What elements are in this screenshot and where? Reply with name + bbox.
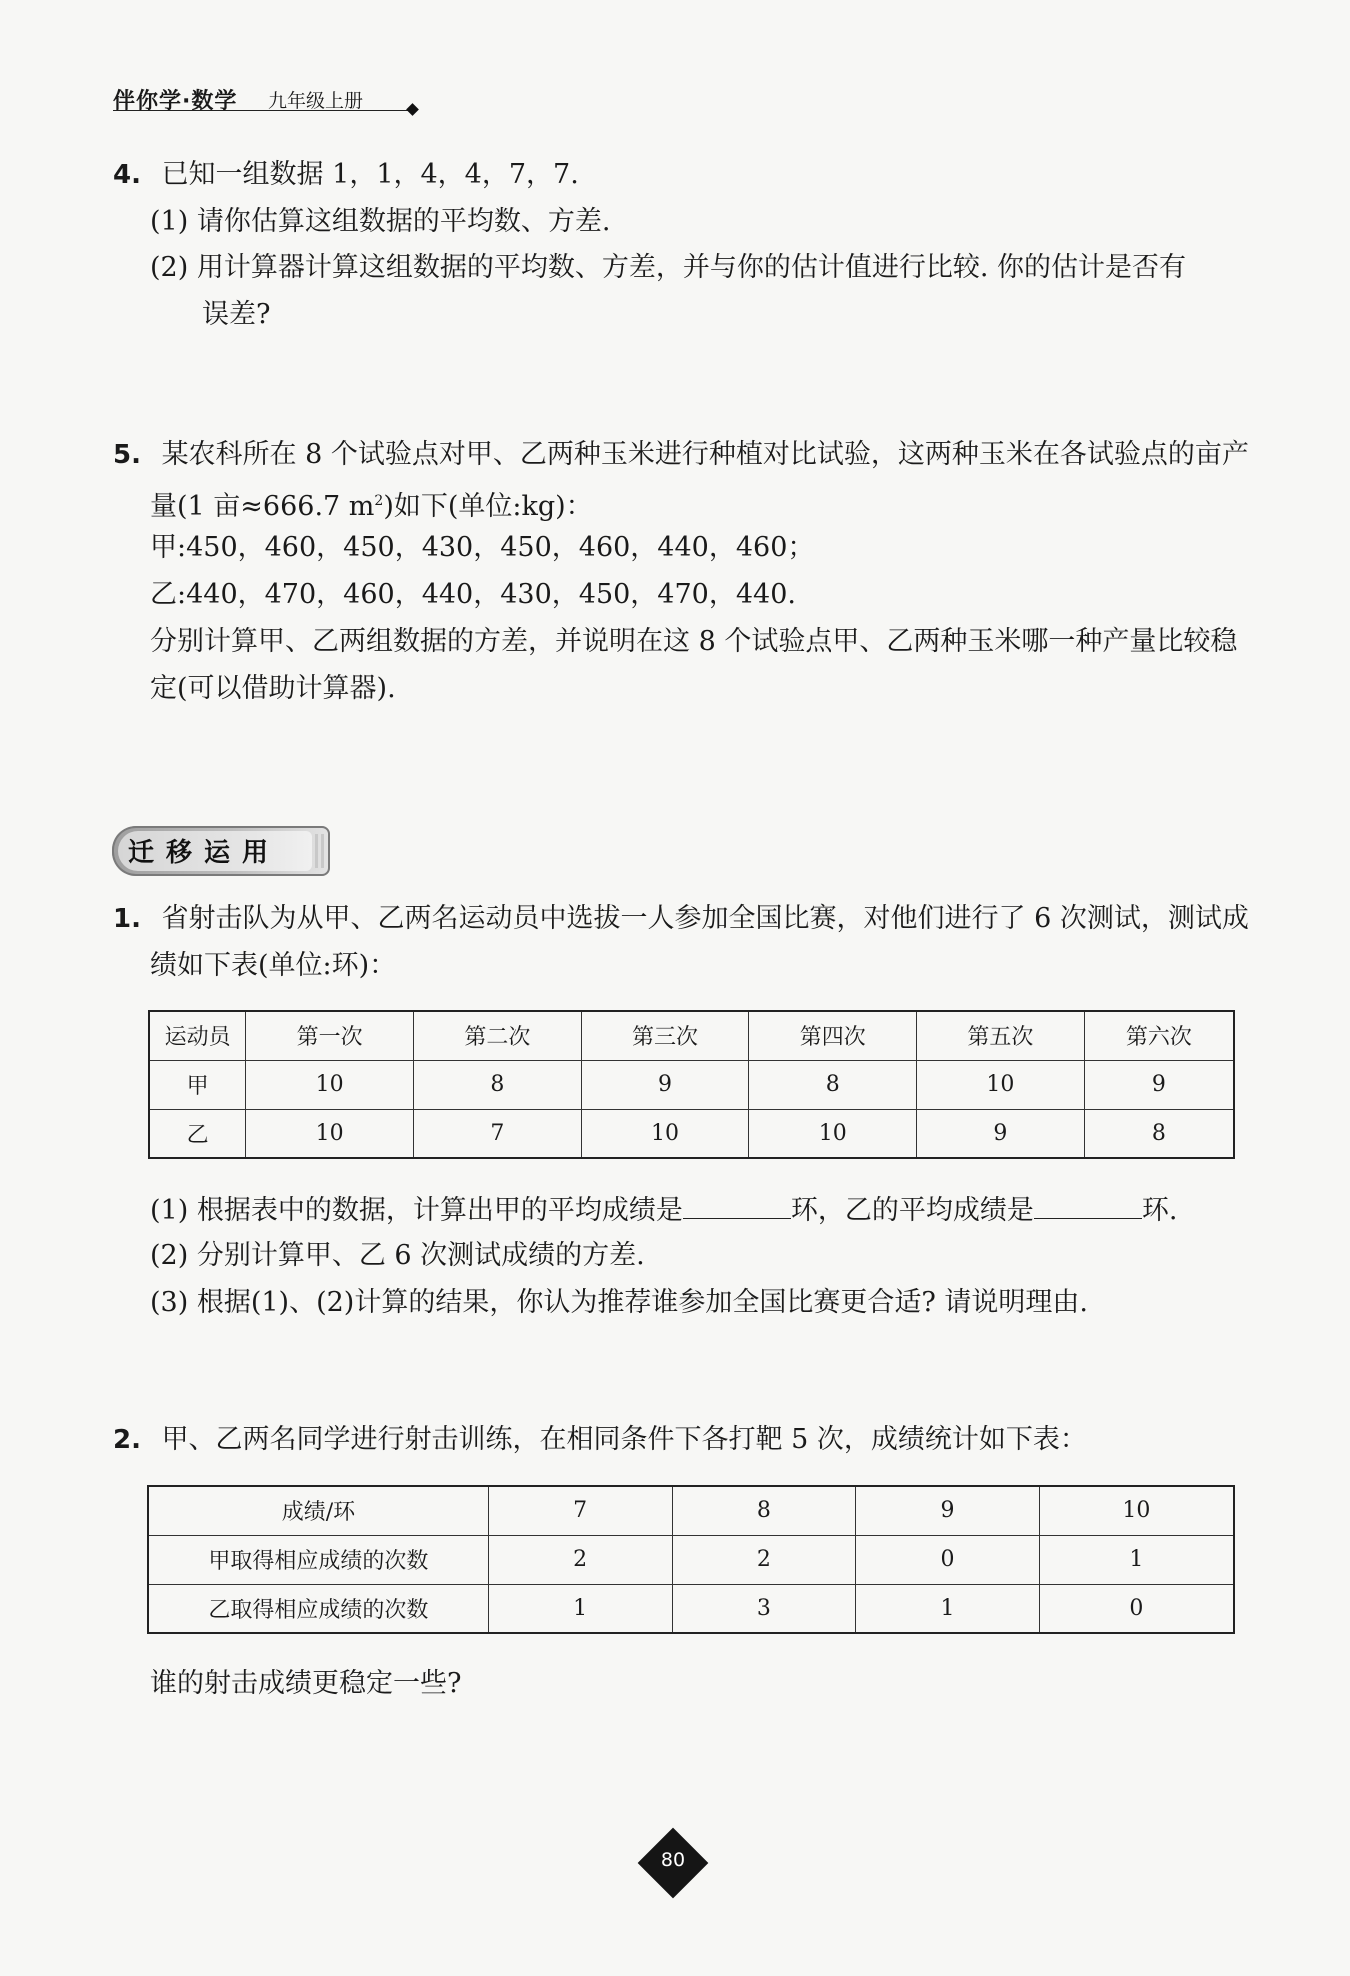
table-header-cell: 第六次	[1084, 1011, 1234, 1060]
t1-part1	[150, 1192, 1177, 1228]
t1-text1: 省射击队为从甲、乙两名运动员中选拔一人参加全国比赛，对他们进行了 6 次测试，测试成	[161, 903, 1249, 934]
q4-stem-line	[113, 158, 579, 192]
t1-line2: 绩如下表(单位:环)：	[150, 950, 397, 981]
header-grade: 九年级上册	[268, 90, 364, 112]
table-cell: 2	[672, 1535, 856, 1584]
table-cell: 8	[414, 1060, 582, 1109]
t1-part1-text-c: 环.	[1141, 1195, 1178, 1226]
q5-text2b: )如下(单位:kg)：	[383, 491, 593, 522]
table-cell: 1	[1039, 1535, 1234, 1584]
t1-score-table	[148, 1010, 1235, 1159]
q5-text2a: 量(1 亩≈666.7 m	[150, 491, 375, 522]
table-header-cell: 运动员	[149, 1011, 246, 1060]
table-cell: 3	[672, 1584, 856, 1633]
table-header-cell: 7	[488, 1486, 672, 1535]
t2-frequency-table	[147, 1485, 1235, 1634]
q5-line2	[150, 484, 593, 524]
table-cell: 10	[246, 1109, 414, 1158]
answer-blank-jia[interactable]	[683, 1192, 791, 1219]
table-header-cell: 第三次	[581, 1011, 749, 1060]
page-number: 80	[660, 1849, 686, 1871]
table-row	[148, 1535, 1234, 1584]
section-title: 迁移运用	[128, 838, 281, 868]
table-row	[149, 1011, 1234, 1060]
table-row	[149, 1060, 1234, 1109]
q5-line5: 分别计算甲、乙两组数据的方差，并说明在这 8 个试验点甲、乙两种玉米哪一种产量比较稳	[150, 626, 1238, 657]
table-row	[148, 1486, 1234, 1535]
table-cell: 甲	[149, 1060, 246, 1109]
table-header-cell: 第四次	[749, 1011, 917, 1060]
table-row	[148, 1584, 1234, 1633]
q5-line6: 定(可以借助计算器).	[150, 673, 396, 704]
table-header-cell: 8	[672, 1486, 856, 1535]
q4-stem: 已知一组数据 1，1，4，4，7，7.	[161, 159, 579, 190]
table-header-cell: 第二次	[414, 1011, 582, 1060]
table-row	[149, 1109, 1234, 1158]
t1-part2: (2) 分别计算甲、乙 6 次测试成绩的方差.	[150, 1240, 645, 1271]
table-header-cell: 10	[1039, 1486, 1234, 1535]
table-cell: 1	[488, 1584, 672, 1633]
table-cell: 9	[917, 1109, 1085, 1158]
badge-stripe	[321, 834, 324, 868]
q5-number: 5.	[113, 440, 141, 470]
t1-line1	[113, 902, 1249, 936]
q5-yi-data: 乙:440，470，460，440，430，450，470，440.	[150, 579, 796, 610]
q5-superscript: 2	[374, 493, 384, 509]
table-cell: 0	[856, 1535, 1040, 1584]
table-header-cell: 第一次	[246, 1011, 414, 1060]
t1-part3: (3) 根据(1)、(2)计算的结果，你认为推荐谁参加全国比赛更合适? 请说明理由.	[150, 1287, 1088, 1318]
table-cell: 1	[856, 1584, 1040, 1633]
header-rule	[113, 110, 413, 111]
table-cell: 7	[414, 1109, 582, 1158]
table-cell: 乙取得相应成绩的次数	[148, 1584, 488, 1633]
t2-line1	[113, 1423, 1087, 1457]
table-cell: 10	[749, 1109, 917, 1158]
table-cell: 10	[917, 1060, 1085, 1109]
badge-stripe	[315, 834, 318, 868]
table-cell: 9	[1084, 1060, 1234, 1109]
t1-part1-text-b: 环，乙的平均成绩是	[790, 1195, 1034, 1226]
table-cell: 8	[1084, 1109, 1234, 1158]
t1-number: 1.	[113, 904, 141, 934]
table-cell: 9	[581, 1060, 749, 1109]
table-header-cell: 第五次	[917, 1011, 1085, 1060]
q4-part2-line2: 误差?	[202, 299, 271, 330]
t2-question: 谁的射击成绩更稳定一些?	[150, 1668, 462, 1699]
header-diamond-icon	[406, 103, 419, 116]
q4-part2-line1: (2) 用计算器计算这组数据的平均数、方差，并与你的估计值进行比较. 你的估计是否有	[150, 252, 1186, 283]
header-brand: 伴你学·数学	[113, 89, 238, 114]
t1-part1-text-a: (1) 根据表中的数据，计算出甲的平均成绩是	[150, 1195, 683, 1226]
table-header-cell: 成绩/环	[148, 1486, 488, 1535]
table-cell: 2	[488, 1535, 672, 1584]
table-cell: 甲取得相应成绩的次数	[148, 1535, 488, 1584]
table-cell: 10	[246, 1060, 414, 1109]
q5-text1: 某农科所在 8 个试验点对甲、乙两种玉米进行种植对比试验，这两种玉米在各试验点的亩产	[161, 439, 1249, 470]
t2-text1: 甲、乙两名同学进行射击训练，在相同条件下各打靶 5 次，成绩统计如下表：	[161, 1424, 1087, 1455]
table-cell: 0	[1039, 1584, 1234, 1633]
answer-blank-yi[interactable]	[1034, 1192, 1142, 1219]
section-badge	[112, 826, 330, 876]
q4-part1: (1) 请你估算这组数据的平均数、方差.	[150, 206, 611, 237]
table-cell: 乙	[149, 1109, 246, 1158]
q5-jia-data: 甲:450，460，450，430，450，460，440，460；	[150, 532, 815, 563]
t2-number: 2.	[113, 1425, 141, 1455]
table-cell: 8	[749, 1060, 917, 1109]
table-cell: 10	[581, 1109, 749, 1158]
q5-line1	[113, 438, 1249, 472]
q4-number: 4.	[113, 160, 141, 190]
table-header-cell: 9	[856, 1486, 1040, 1535]
